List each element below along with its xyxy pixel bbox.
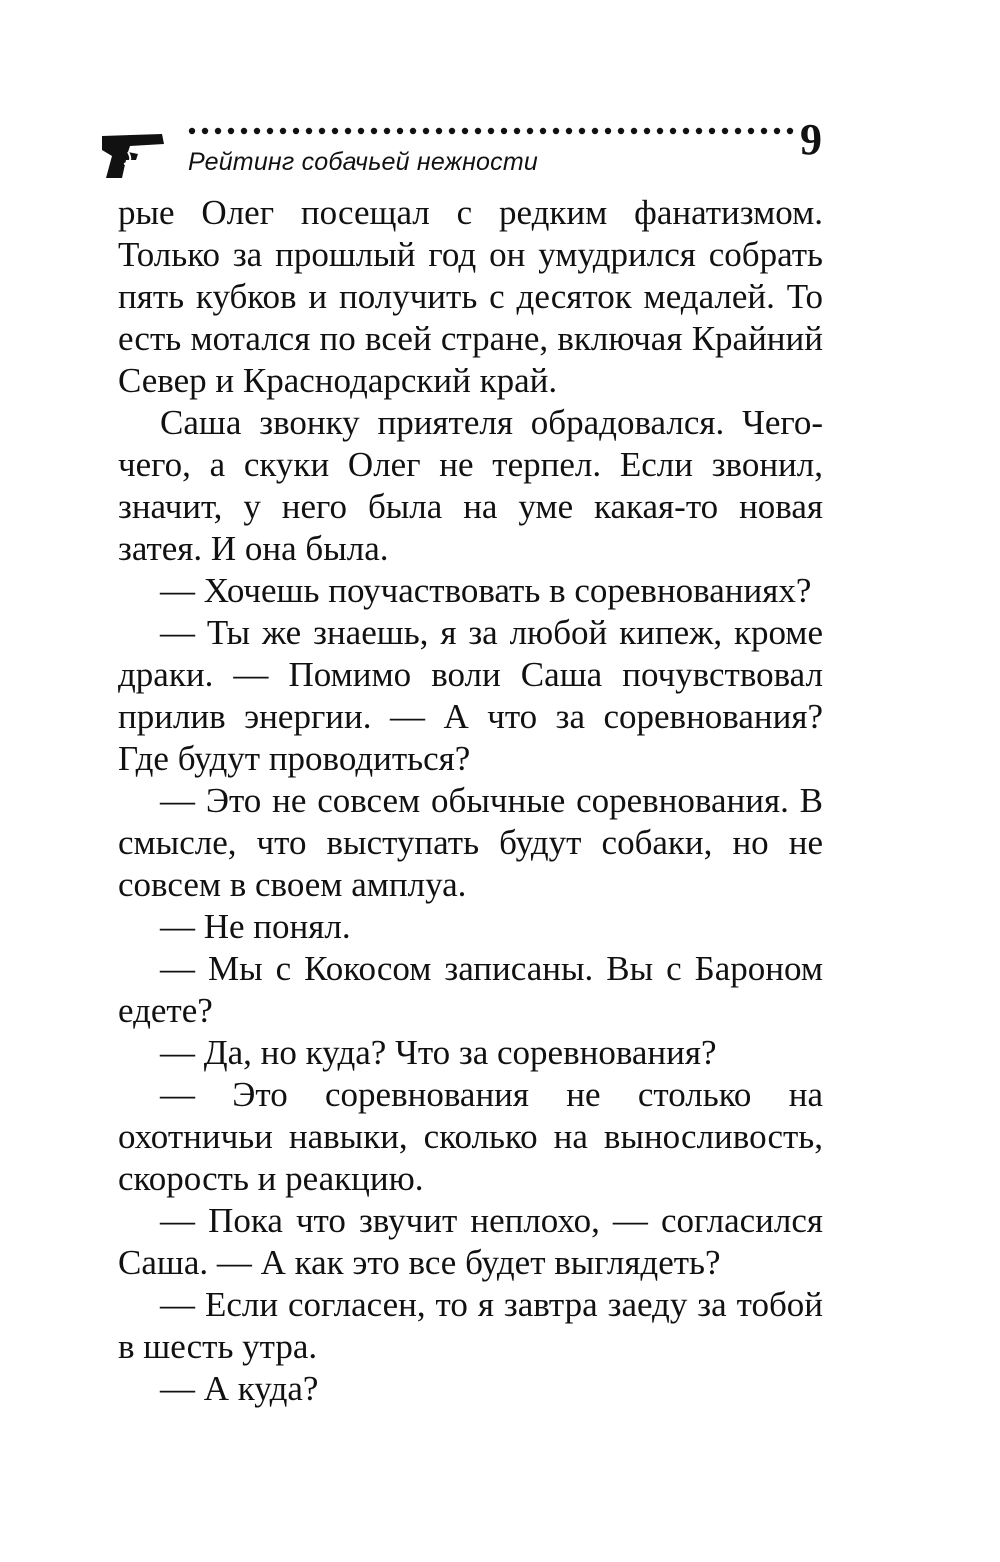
- revolver-icon: [100, 130, 168, 180]
- dialogue-line: — Это не совсем обычные соревнования. В смысле, что выступать будут собаки, но не совсем в своем амплуа.: [118, 781, 823, 904]
- dialogue-line: — Хочешь поучаствовать в соревнованиях?: [160, 571, 812, 610]
- dialogue-line: — Не понял.: [160, 907, 351, 946]
- dialogue-line: — Ты же знаешь, я за любой кипеж, кроме драки. — Помимо воли Саша почувствовал прилив энергии. — А что за соревнования? Где будут проводиться?: [118, 613, 823, 778]
- running-header: [100, 115, 830, 188]
- dialogue-line: — Мы с Кокосом записаны. Вы с Бароном едете?: [118, 949, 823, 1030]
- dialogue-line: — Это соревнования не столько на охотничьи навыки, сколько на выносливость, скорость и реакцию.: [118, 1075, 823, 1198]
- paragraph: рые Олег посещал с редким фанатизмом. Только за прошлый год он умудрился собрать пять кубков и получить с десяток медалей. То есть мотался по всей стране, включая Крайний Север и Краснодарский край.: [118, 193, 823, 400]
- running-title: Рейтинг собачьей нежности: [188, 148, 538, 176]
- dialogue-line: — Пока что звучит неплохо, — согласился Саша. — А как это все будет выглядеть?: [118, 1201, 823, 1282]
- body-text: [118, 192, 823, 1410]
- dotted-rule: [188, 124, 888, 138]
- dialogue-line: — А куда?: [160, 1369, 319, 1408]
- page-number: 9: [800, 115, 822, 164]
- dialogue-line: — Да, но куда? Что за соревнования?: [160, 1033, 717, 1072]
- paragraph: Саша звонку приятеля обрадовался. Чего-чего, а скуки Олег не терпел. Если звонил, значит, у него была на уме какая-то новая затея. И она была.: [118, 403, 823, 568]
- dialogue-line: — Если согласен, то я завтра заеду за тобой в шесть утра.: [118, 1285, 823, 1366]
